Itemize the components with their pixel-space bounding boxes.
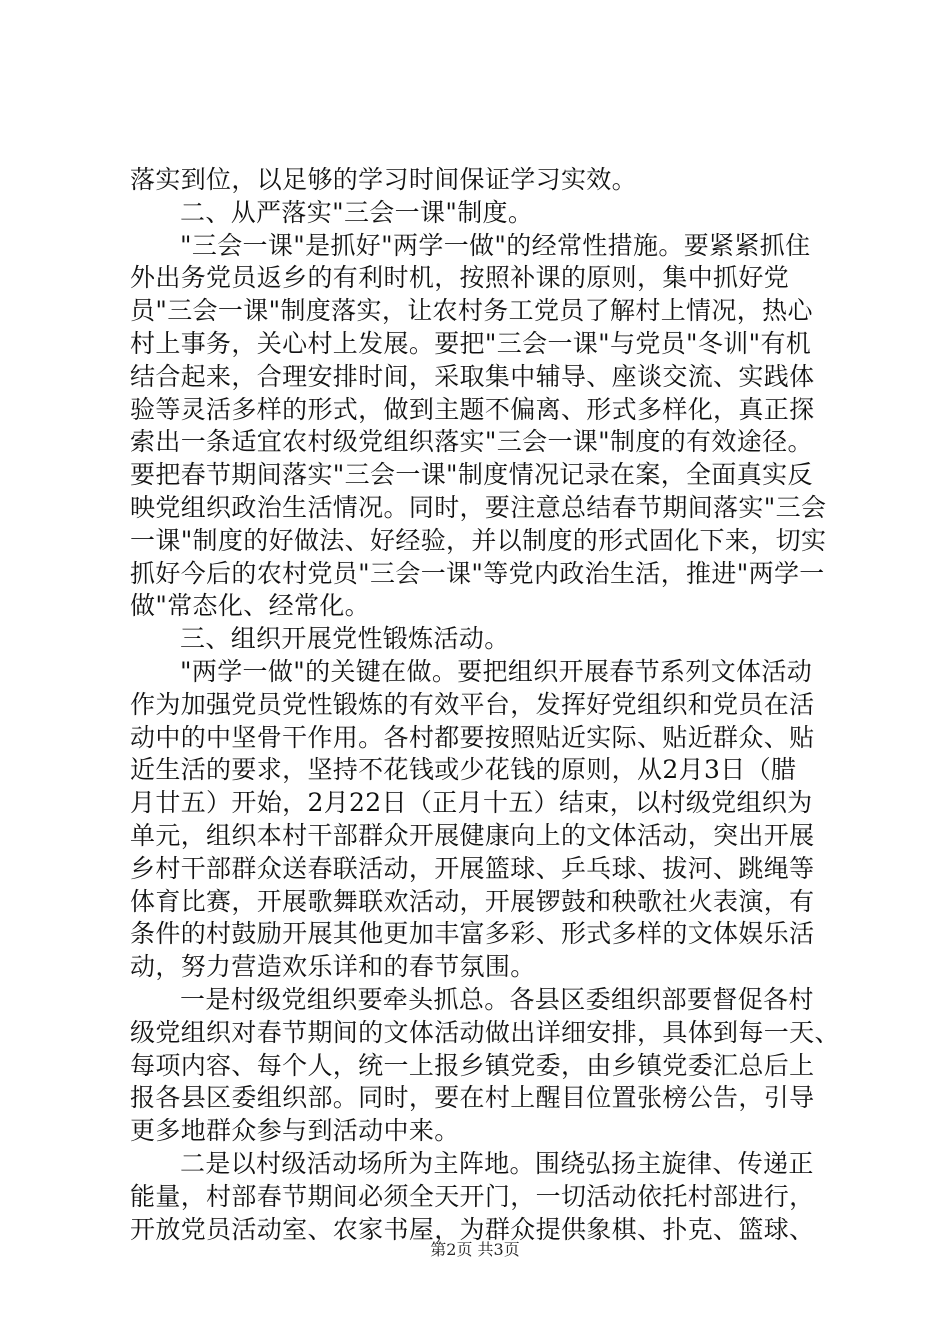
text-line: 动，努力营造欢乐详和的春节氛围。 [130, 952, 536, 982]
text-line: 能量，村部春节期间必须全天开门，一切活动依托村部进行， [130, 1181, 815, 1211]
text-line: 验等灵活多样的形式，做到主题不偏离、形式多样化，真正探 [130, 394, 815, 424]
section-heading: 二、从严落实"三会一课"制度。 [180, 197, 534, 227]
text-line: 动中的中坚骨干作用。各村都要按照贴近实际、贴近群众、贴 [130, 722, 815, 752]
text-line: 近生活的要求，坚持不花钱或少花钱的原则，从2月3日（腊 [130, 755, 797, 785]
paragraph-start: "两学一做"的关键在做。要把组织开展春节系列文体活动 [180, 656, 813, 686]
text-line: 落实到位，以足够的学习时间保证学习实效。 [130, 165, 638, 194]
paragraph-start: 二是以村级活动场所为主阵地。围绕弘扬主旋律、传递正 [180, 1148, 814, 1178]
text-line: 作为加强党员党性锻炼的有效平台，发挥好党组织和党员在活 [130, 689, 815, 719]
text-line: 员"三会一课"制度落实，让农村务工党员了解村上情况，热心 [130, 296, 813, 326]
text-line: 做"常态化、经常化。 [130, 591, 370, 621]
section-heading: 三、组织开展党性锻炼活动。 [180, 624, 510, 654]
document-body [130, 164, 840, 1246]
text-line: 一课"制度的好做法、好经验，并以制度的形式固化下来，切实 [130, 525, 827, 555]
text-line: 村上事务，关心村上发展。要把"三会一课"与党员"冬训"有机 [130, 328, 812, 358]
text-line: 条件的村鼓励开展其他更加丰富多彩、形式多样的文体娱乐活 [130, 919, 815, 949]
page-number-footer: 第2页 共3页 [430, 1240, 520, 1259]
text-line: 开放党员活动室、农家书屋，为群众提供象棋、扑克、篮球、 [130, 1214, 815, 1244]
text-line: 级党组织对春节期间的文体活动做出详细安排，具体到每一天、 [130, 1017, 840, 1047]
text-line: 更多地群众参与到活动中来。 [130, 1116, 460, 1146]
text-line: 每项内容、每个人，统一上报乡镇党委，由乡镇党委汇总后上 [130, 1050, 815, 1080]
text-line: 索出一条适宜农村级党组织落实"三会一课"制度的有效途径。 [130, 427, 813, 457]
text-line: 体育比赛，开展歌舞联欢活动，开展锣鼓和秧歌社火表演，有 [130, 886, 815, 916]
text-line: 单元，组织本村干部群众开展健康向上的文体活动，突出开展 [130, 820, 815, 850]
text-line: 要把春节期间落实"三会一课"制度情况记录在案，全面真实反 [130, 460, 813, 490]
text-line: 结合起来，合理安排时间，采取集中辅导、座谈交流、实践体 [130, 361, 815, 391]
text-line: 报各县区委组织部。同时，要在村上醒目位置张榜公告，引导 [130, 1083, 815, 1113]
text-line: 映党组织政治生活情况。同时，要注意总结春节期间落实"三会 [130, 492, 827, 522]
paragraph-start: "三会一课"是抓好"两学一做"的经常性措施。要紧紧抓住 [180, 230, 811, 260]
paragraph-start: 一是村级党组织要牵头抓总。各县区委组织部要督促各村 [180, 984, 814, 1014]
text-line: 月廿五）开始，2月22日（正月十五）结束，以村级党组织为 [130, 788, 813, 818]
text-line: 抓好今后的农村党员"三会一课"等党内政治生活，推进"两学一 [130, 558, 825, 588]
text-line: 外出务党员返乡的有利时机，按照补课的原则，集中抓好党 [130, 263, 790, 293]
text-line: 乡村干部群众送春联活动，开展篮球、乒乓球、拔河、跳绳等 [130, 853, 815, 883]
